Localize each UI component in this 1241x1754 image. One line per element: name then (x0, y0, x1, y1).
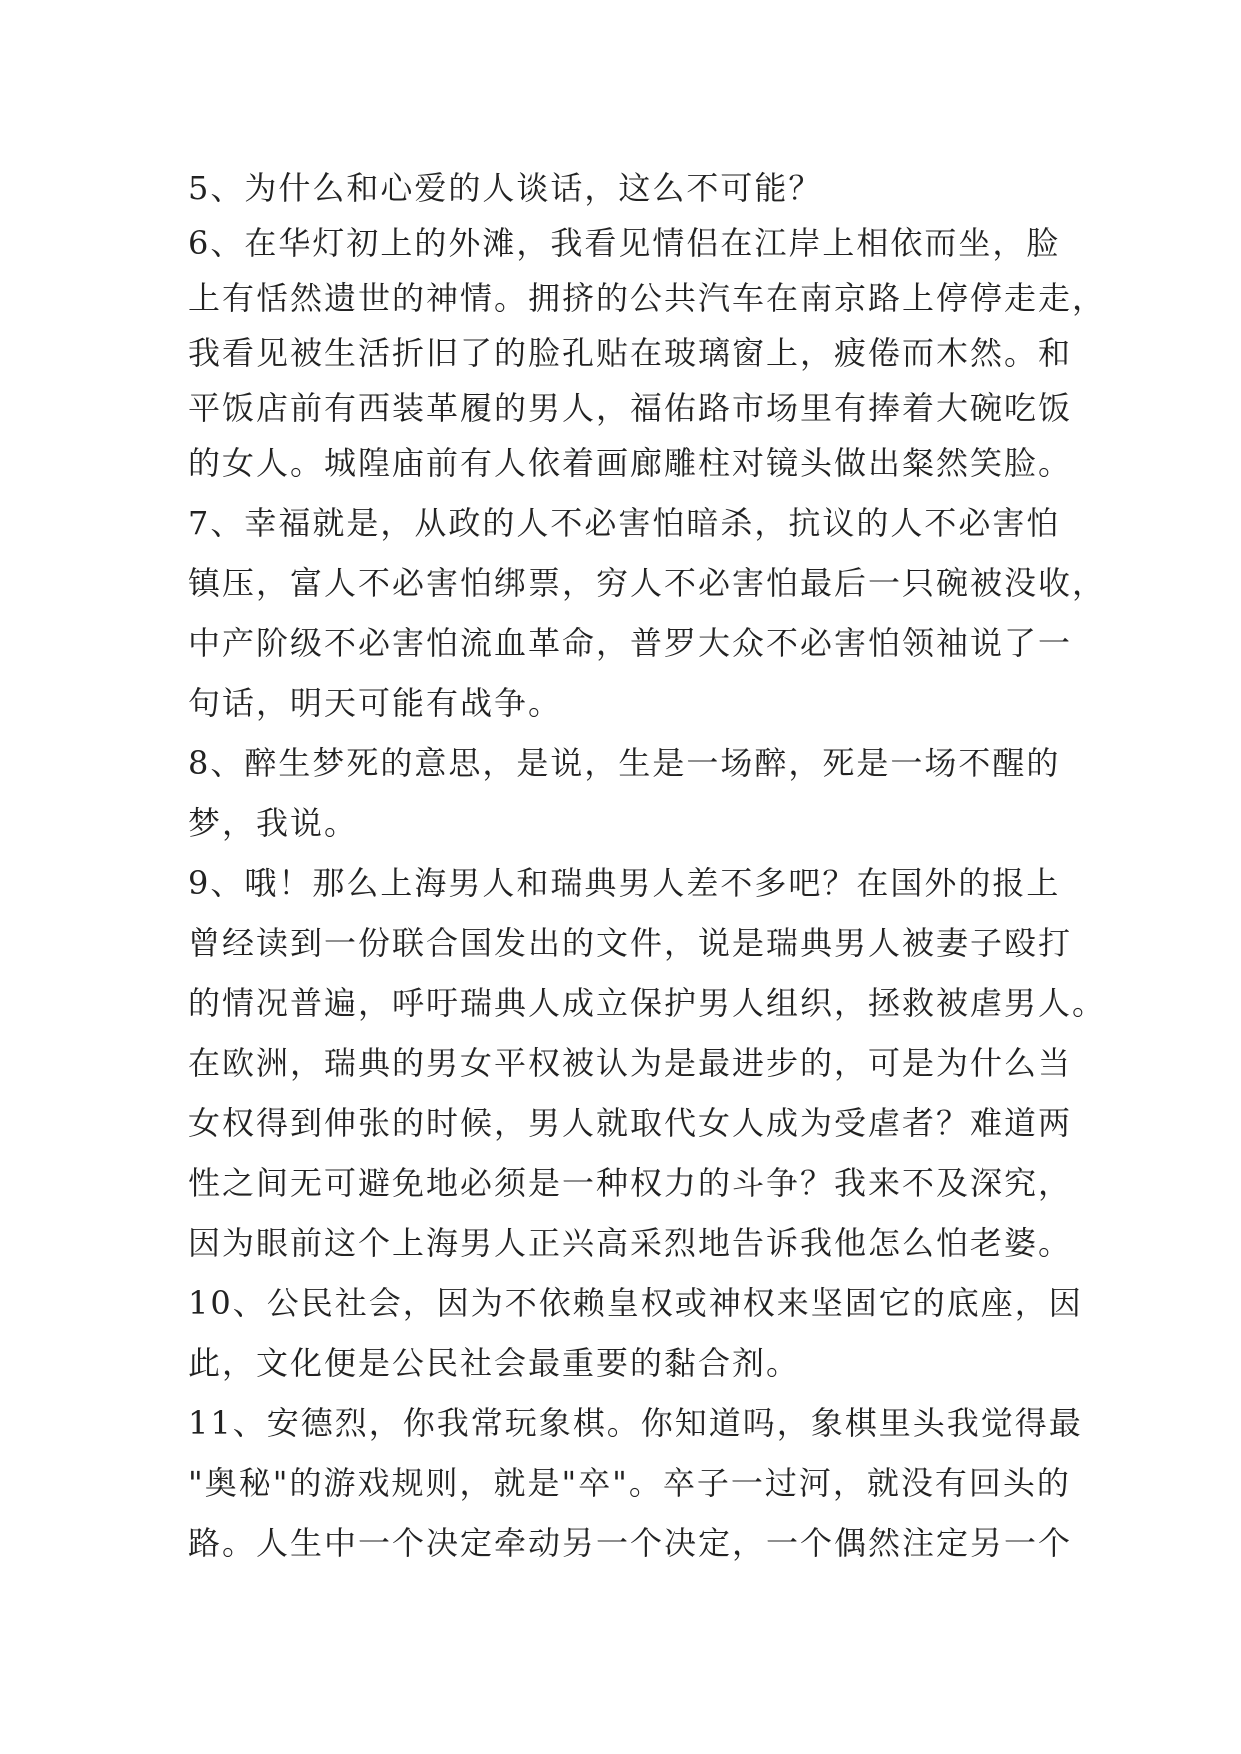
text-line: 11、安德烈，你我常玩象棋。你知道吗，象棋里头我觉得最 (188, 1404, 1083, 1442)
text-line: 镇压，富人不必害怕绑票，穷人不必害怕最后一只碗被没收， (188, 564, 1107, 602)
text-line: 因为眼前这个上海男人正兴高采烈地告诉我他怎么怕老婆。 (188, 1224, 1073, 1262)
text-line: 此，文化便是公民社会最重要的黏合剂。 (188, 1344, 801, 1382)
text-line: 平饭店前有西装革履的男人，福佑路市场里有捧着大碗吃饭 (188, 389, 1073, 427)
text-line: 上有恬然遗世的神情。拥挤的公共汽车在南京路上停停走走， (188, 279, 1107, 317)
text-line: 5、为什么和心爱的人谈话，这么不可能？ (188, 169, 823, 207)
text-line: "奥秘"的游戏规则，就是"卒"。卒子一过河，就没有回头的 (188, 1464, 1071, 1502)
text-line: 中产阶级不必害怕流血革命，普罗大众不必害怕领袖说了一 (188, 624, 1073, 662)
text-line: 梦，我说。 (188, 804, 359, 842)
text-line: 性之间无可避免地必须是一种权力的斗争？我来不及深究， (188, 1164, 1073, 1202)
text-line: 我看见被生活折旧了的脸孔贴在玻璃窗上，疲倦而木然。和 (188, 334, 1073, 372)
text-line: 女权得到伸张的时候，男人就取代女人成为受虐者？难道两 (188, 1104, 1073, 1142)
text-line: 6、在华灯初上的外滩，我看见情侣在江岸上相依而坐，脸 (188, 224, 1061, 262)
text-line: 9、哦！那么上海男人和瑞典男人差不多吧？在国外的报上 (188, 864, 1061, 902)
text-line: 的情况普遍，呼吁瑞典人成立保护男人组织，拯救被虐男人。 (188, 984, 1107, 1022)
text-line: 7、幸福就是，从政的人不必害怕暗杀，抗议的人不必害怕 (188, 504, 1061, 542)
text-line: 句话，明天可能有战争。 (188, 684, 563, 722)
text-line: 在欧洲，瑞典的男女平权被认为是最进步的，可是为什么当 (188, 1044, 1073, 1082)
text-line: 路。人生中一个决定牵动另一个决定，一个偶然注定另一个 (188, 1524, 1073, 1562)
text-line: 10、公民社会，因为不依赖皇权或神权来坚固它的底座，因 (188, 1284, 1083, 1322)
text-line: 曾经读到一份联合国发出的文件，说是瑞典男人被妻子殴打 (188, 924, 1073, 962)
text-line: 8、醉生梦死的意思，是说，生是一场醉，死是一场不醒的 (188, 744, 1061, 782)
text-line: 的女人。城隍庙前有人依着画廊雕柱对镜头做出粲然笑脸。 (188, 444, 1073, 482)
